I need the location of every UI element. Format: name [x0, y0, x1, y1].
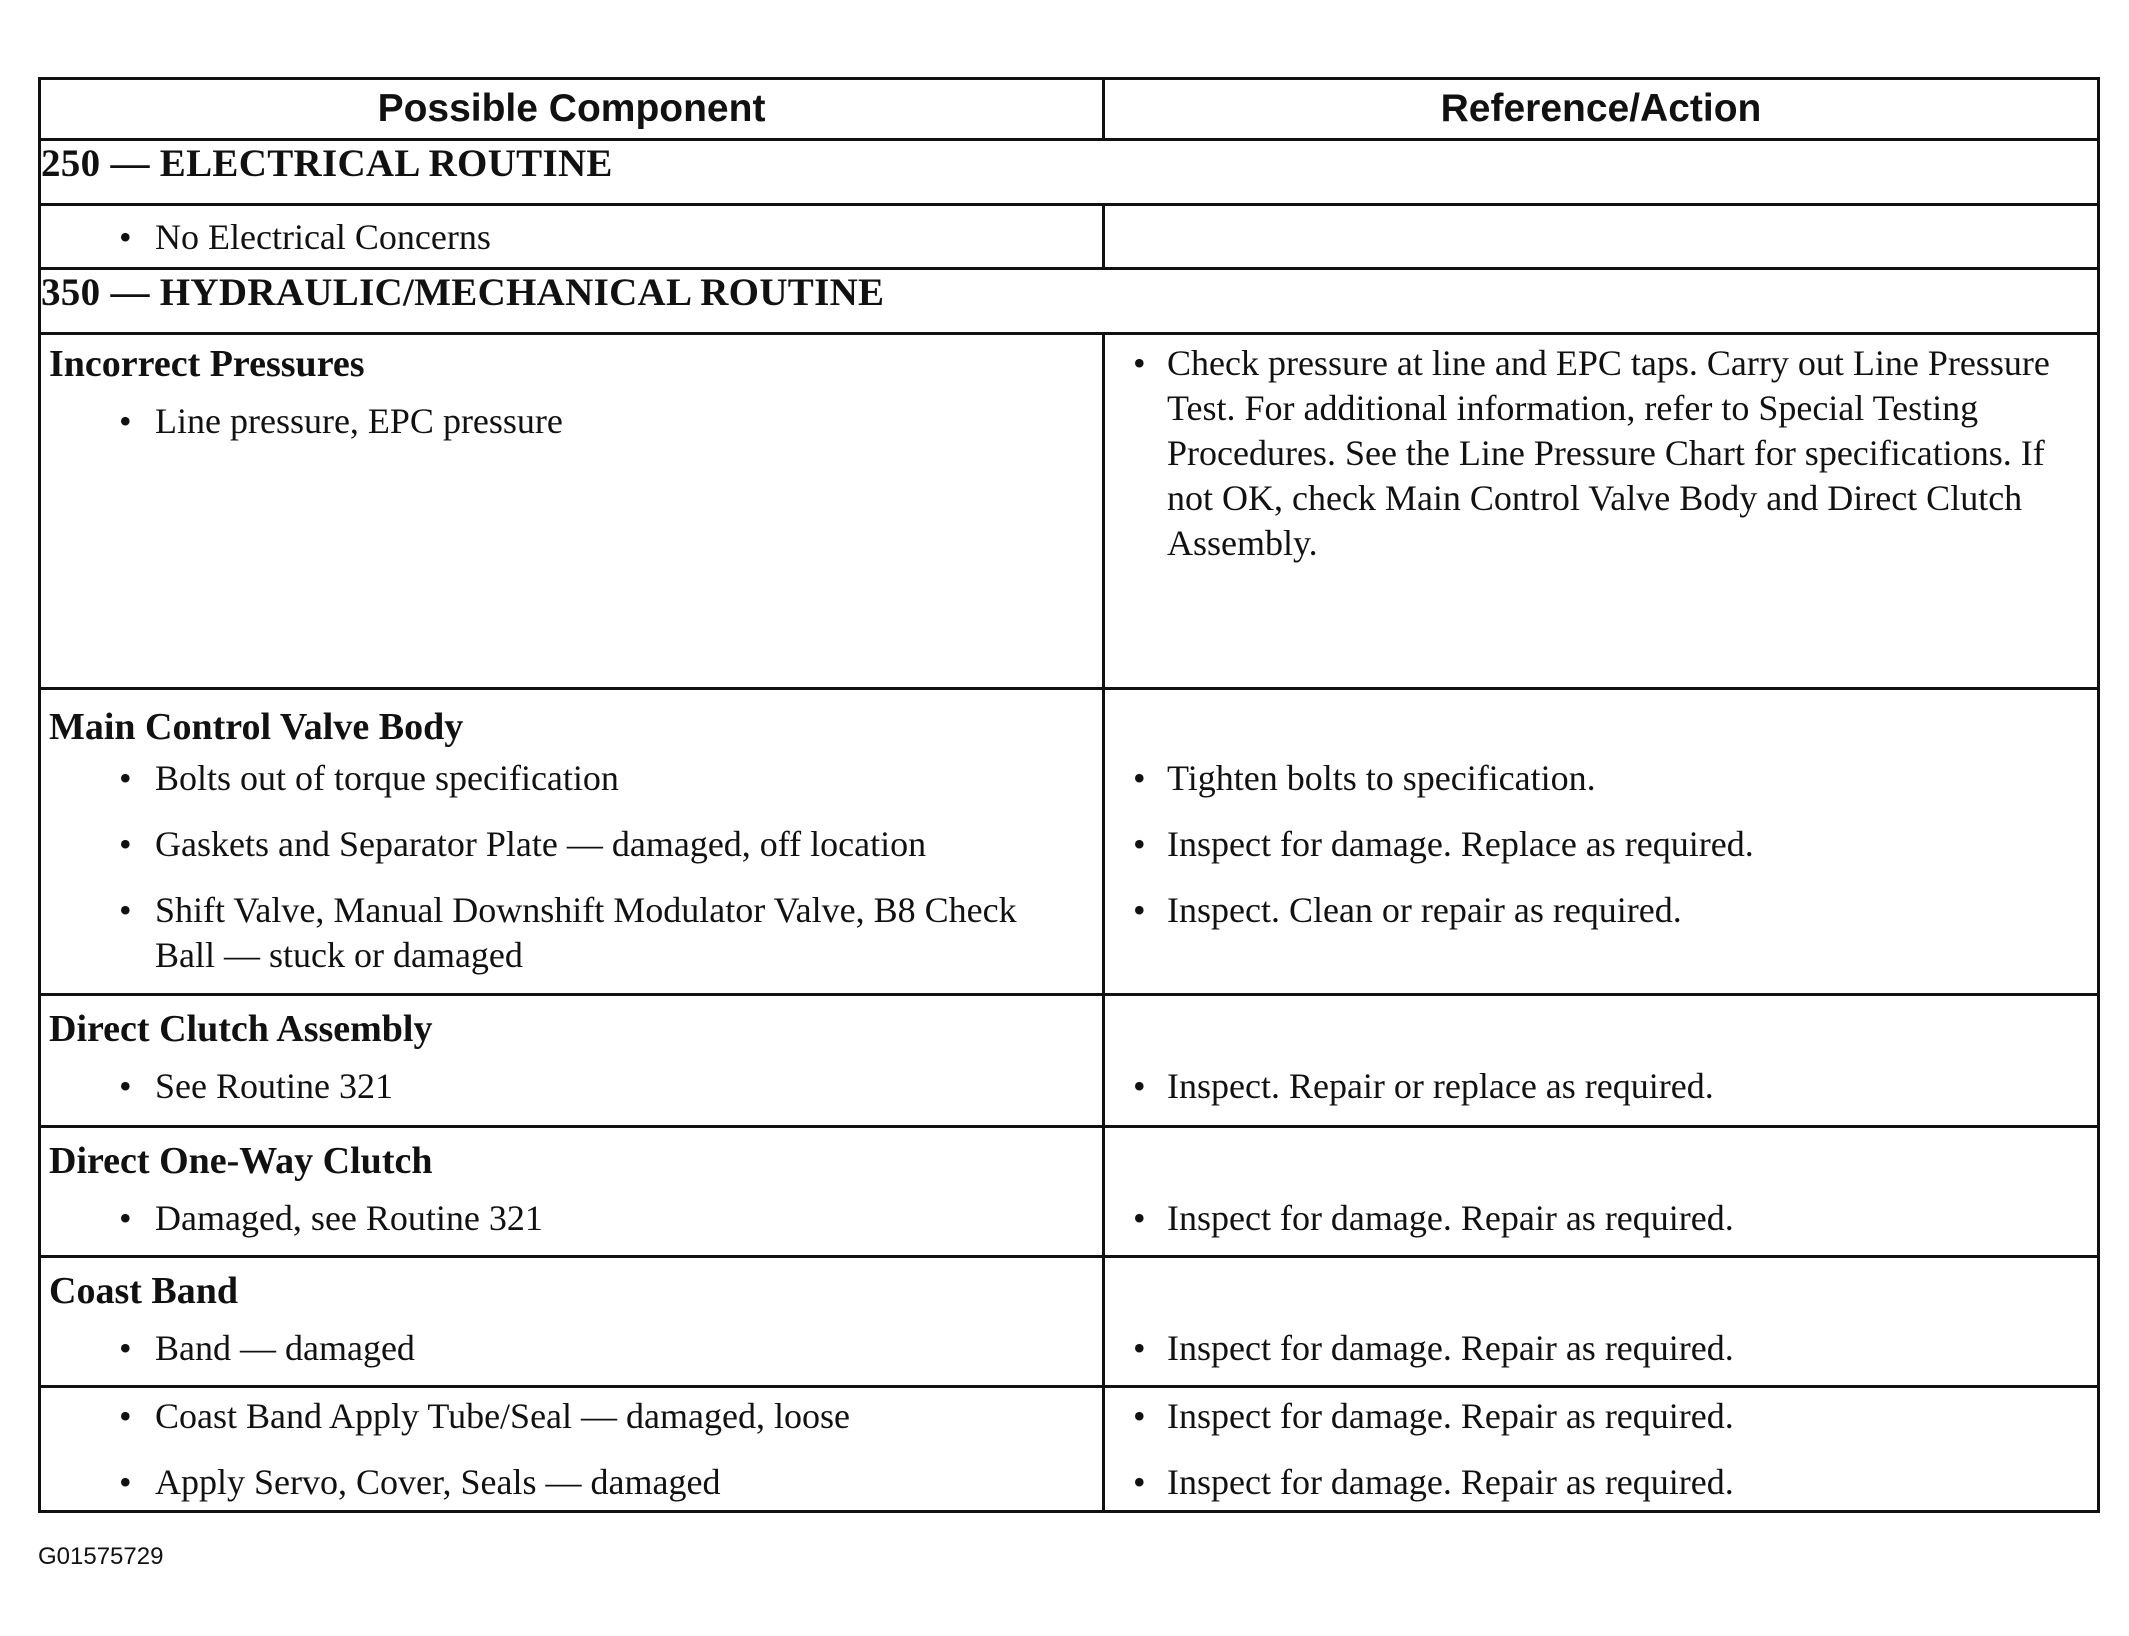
list-item [41, 1394, 1102, 1460]
list-item [1105, 822, 2097, 888]
list-item [41, 756, 1102, 822]
action-cell [1104, 205, 2099, 269]
action-text: Inspect. Repair or replace as required. [1167, 1066, 1714, 1106]
bullet: • [1133, 1462, 1146, 1502]
group-title: Main Control Valve Body [49, 706, 464, 748]
list-item [1105, 1460, 2097, 1505]
list-item [41, 1058, 1102, 1109]
section-hydraulic-title: 350 — HYDRAULIC/MECHANICAL ROUTINE [40, 269, 2099, 334]
action-text: Inspect for damage. Repair as required. [1167, 1462, 1734, 1502]
section-electrical-title: 250 — ELECTRICAL ROUTINE [40, 140, 2099, 205]
item-text: Line pressure, EPC pressure [155, 401, 563, 441]
list-item [1105, 756, 2097, 822]
list-item [41, 1460, 1102, 1505]
table-row [40, 140, 2099, 205]
bullet: • [1133, 824, 1146, 864]
table-row [40, 1257, 2099, 1387]
group-title: Direct Clutch Assembly [49, 1008, 433, 1050]
item-text: Coast Band Apply Tube/Seal — damaged, loose [155, 1396, 850, 1436]
table-row [40, 1127, 2099, 1257]
list-item [1105, 1190, 2097, 1241]
group-title: Direct One-Way Clutch [49, 1140, 433, 1182]
list-item [41, 888, 1102, 978]
bullet: • [1133, 1066, 1146, 1106]
list-item [41, 393, 1102, 465]
action-cell [1104, 689, 2099, 995]
header-possible-component: Possible Component [40, 79, 1104, 140]
action-cell [1104, 1257, 2099, 1387]
list-item [1105, 1058, 2097, 1109]
item-text: Damaged, see Routine 321 [155, 1198, 543, 1238]
item-text: Shift Valve, Manual Downshift Modulator Valve, B8 Check Ball — stuck or damaged [155, 890, 1017, 975]
bullet: • [1133, 1328, 1146, 1368]
component-cell [40, 1387, 1104, 1512]
bullet: • [119, 1328, 132, 1368]
list-item [41, 215, 1102, 260]
bullet: • [1133, 1396, 1146, 1436]
action-text: Inspect for damage. Repair as required. [1167, 1328, 1734, 1368]
table-row [40, 269, 2099, 334]
bullet: • [1133, 758, 1146, 798]
group-title: Coast Band [49, 1270, 238, 1312]
bullet: • [1133, 1198, 1146, 1238]
component-cell [40, 995, 1104, 1127]
action-text: Inspect for damage. Replace as required. [1167, 824, 1754, 864]
action-cell [1104, 995, 2099, 1127]
bullet: • [119, 890, 132, 930]
list-item [1105, 335, 2097, 566]
bullet: • [119, 824, 132, 864]
component-cell [40, 205, 1104, 269]
table-row [40, 334, 2099, 689]
action-cell [1104, 1387, 2099, 1512]
list-item [1105, 1394, 2097, 1460]
item-text: Band — damaged [155, 1328, 415, 1368]
bullet: • [119, 401, 132, 441]
action-text: Tighten bolts to specification. [1167, 758, 1596, 798]
component-cell [40, 1127, 1104, 1257]
item-text: Gaskets and Separator Plate — damaged, off location [155, 824, 927, 864]
item-text: See Routine 321 [155, 1066, 393, 1106]
action-text: Inspect for damage. Repair as required. [1167, 1198, 1734, 1238]
component-cell [40, 1257, 1104, 1387]
action-text: Check pressure at line and EPC taps. Carry out Line Pressure Test. For additional information, refer to Special Testing Procedures. See the Line Pressure Chart for specifications. If not OK, check Main Control Valve Body and Direct Clutch Assembly. [1167, 343, 2050, 563]
bullet: • [119, 217, 132, 257]
figure-id: G01575729 [38, 1543, 164, 1570]
action-cell [1104, 1127, 2099, 1257]
action-text: Inspect for damage. Repair as required. [1167, 1396, 1734, 1436]
bullet: • [1133, 343, 1146, 383]
header-reference-action: Reference/Action [1104, 79, 2099, 140]
list-item [41, 1320, 1102, 1371]
list-item [41, 822, 1102, 888]
bullet: • [1133, 890, 1146, 930]
bullet: • [119, 1396, 132, 1436]
diagnosis-table [38, 77, 2100, 1513]
component-cell [40, 334, 1104, 689]
item-text: Apply Servo, Cover, Seals — damaged [155, 1462, 721, 1502]
list-item [1105, 1320, 2097, 1371]
action-text: Inspect. Clean or repair as required. [1167, 890, 1682, 930]
bullet: • [119, 1066, 132, 1106]
group-title: Incorrect Pressures [49, 343, 365, 385]
table-row [40, 689, 2099, 995]
table-header-row [40, 79, 2099, 140]
item-text: No Electrical Concerns [155, 217, 491, 257]
component-cell [40, 689, 1104, 995]
item-text: Bolts out of torque specification [155, 758, 619, 798]
bullet: • [119, 1462, 132, 1502]
table-row [40, 205, 2099, 269]
action-cell [1104, 334, 2099, 689]
bullet: • [119, 1198, 132, 1238]
bullet: • [119, 758, 132, 798]
table-row [40, 995, 2099, 1127]
list-item [1105, 888, 2097, 954]
list-item [41, 1190, 1102, 1241]
table-row [40, 1387, 2099, 1512]
